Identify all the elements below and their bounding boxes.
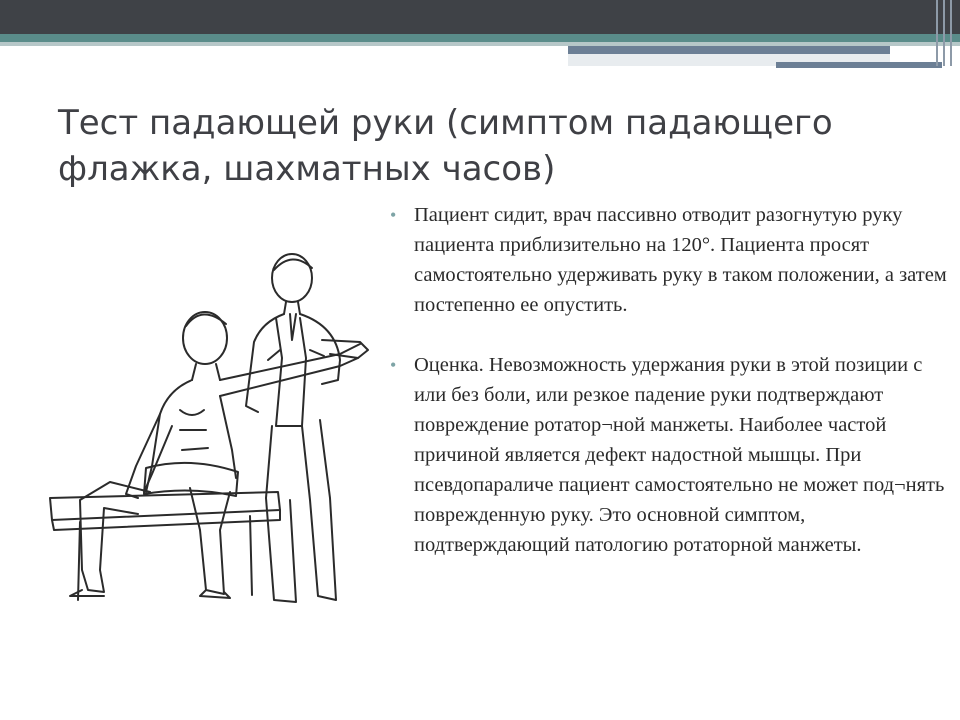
list-item [388, 200, 948, 320]
slide-title: Тест падающей руки (симптом падающего флажка, шахматных часов) [58, 103, 833, 189]
bullet-icon: • [390, 205, 397, 225]
bullet-text: Оценка. Невозможность удержания руки в этой позиции с или без боли, или резкое падение руки подтверждают повреждение ротатор¬ной манжеты. Наиболее частой причиной является дефект надостной мышцы. При псевдопараличе пациент самостоятельно не может под¬нять поврежденную руку. Это основной симптом, подтверждающий патологию ротаторной манжеты. [414, 354, 945, 556]
list-item [388, 350, 948, 560]
drop-arm-test-illustration [40, 230, 380, 610]
accent-bar [568, 46, 890, 54]
decorative-vertical-lines [934, 0, 956, 66]
bullet-list [388, 200, 948, 590]
accent-bar-small [776, 62, 942, 68]
top-band-stripe [0, 34, 960, 42]
bullet-icon: • [390, 355, 397, 375]
bullet-text: Пациент сидит, врач пассивно отводит разогнутую руку пациента приблизительно на 120°. Пациента просят самостоятельно удерживать руку в таком положении, а затем постепенно ее опустить. [414, 204, 947, 316]
top-band [0, 0, 960, 34]
